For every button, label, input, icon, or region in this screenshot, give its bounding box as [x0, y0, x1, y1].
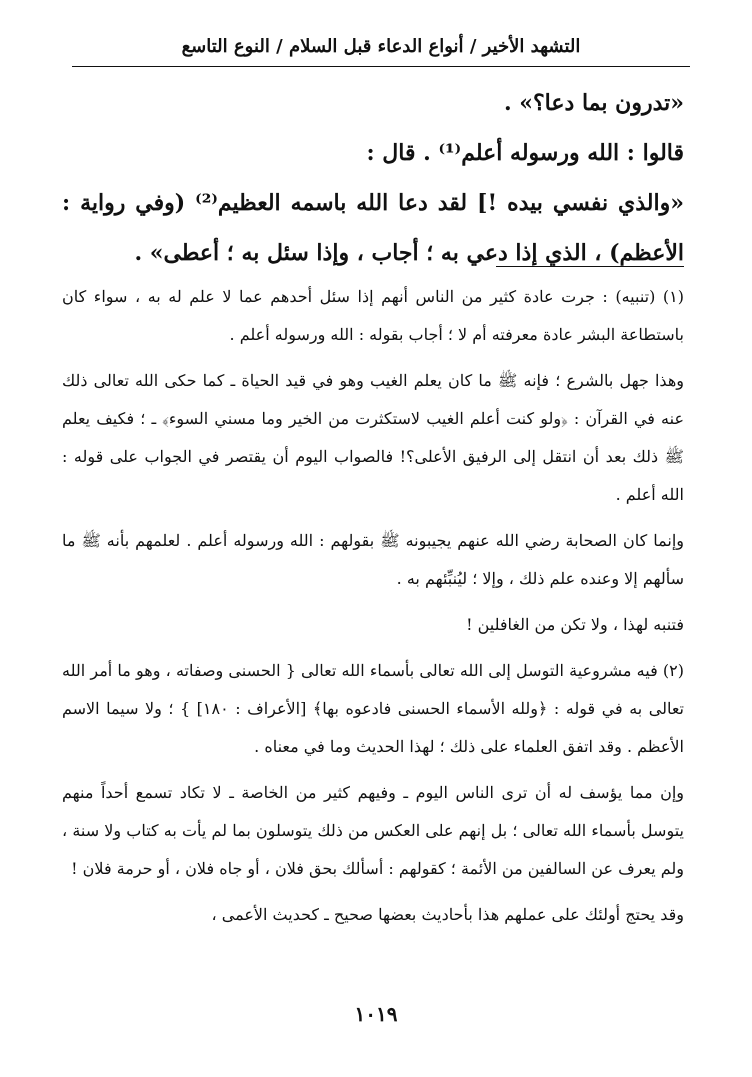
page-number: ١٠١٩ [354, 1002, 398, 1026]
footnote-2-para-3: وقد يحتج أولئك على عملهم هذا بأحاديث بعضها صحيح ـ كحديث الأعمى ، [211, 905, 684, 924]
running-header-title: التشهد الأخير / أنواع الدعاء قبل السلام / النوع التاسع [181, 36, 581, 57]
main-line-2: قالوا : الله ورسوله أعلم⁽¹⁾ . قال : [366, 140, 684, 166]
footnote-1-intro: (١) (تنبيه) : جرت عادة كثير من الناس أنهم إذا سئل أحدهم عما لا علم له به ، سواء كان باستطاعة البشر عادة معرفته أم لا ؛ أجاب بقوله : الله ورسوله أعلم . [62, 287, 684, 344]
footnote-1-para-4: فتنبه لهذا ، ولا تكن من الغافلين ! [466, 615, 684, 634]
footnote-1-para-2: وهذا جهل بالشرع ؛ فإنه ﷺ ما كان يعلم الغيب وهو في قيد الحياة ـ كما حكى الله تعالى ذلك عنه في القرآن : ﴿ولو كنت أعلم الغيب لاستكثرت من الخير وما مسني السوء﴾ ـ ؛ فكيف يعلم ﷺ ذلك بعد أن انتقل إلى الرفيق الأعلى؟! فالصواب اليوم أن يقتصر في الجواب على قوله : الله أعلم . [62, 371, 685, 504]
main-text [62, 78, 684, 278]
running-header [72, 28, 690, 67]
footnote-2-intro: (٢) فيه مشروعية التوسل إلى الله تعالى بأسماء الله تعالى { الحسنى وصفاته ، وهو ما أمر الله تعالى به في قوله : ﴿ولله الأسماء الحسنى فادعوه بها﴾ [الأعراف : ١٨٠] } ؛ ولا سيما الاسم الأعظم . وقد اتفق العلماء على ذلك ؛ لهذا الحديث وما في معناه . [62, 661, 684, 756]
footnotes [62, 278, 684, 942]
footnote-1-para-3: وإنما كان الصحابة رضي الله عنهم يجيبونه ﷺ بقولهم : الله ورسوله أعلم . لعلمهم بأنه ﷺ ما سألهم إلا وعنده علم ذلك ، وإلا ؛ ليُنبِّئهم به . [62, 531, 684, 588]
main-line-1: «تدرون بما دعا؟» . [503, 90, 684, 116]
footnote-2-para-2: وإن مما يؤسف له أن ترى الناس اليوم ـ وفيهم كثير من الخاصة ـ لا تكاد تسمع أحداً منهم يتوسل بأسماء الله تعالى ؛ بل إنهم على العكس من ذلك يتوسلون بما لم يأت به كتاب ولا سنة ، ولم يعرف عن السالفين من الأئمة ؛ كقولهم : أسألك بحق فلان ، أو جاه فلان ، أو حرمة فلان ! [62, 783, 684, 878]
footnote-separator [496, 266, 684, 267]
main-line-3: «والذي نفسي بيده !] لقد دعا الله باسمه العظيم⁽²⁾ (وفي رواية : الأعظم) ، الذي إذا دعي به ؛ أجاب ، وإذا سئل به ؛ أعطى» . [62, 190, 684, 266]
